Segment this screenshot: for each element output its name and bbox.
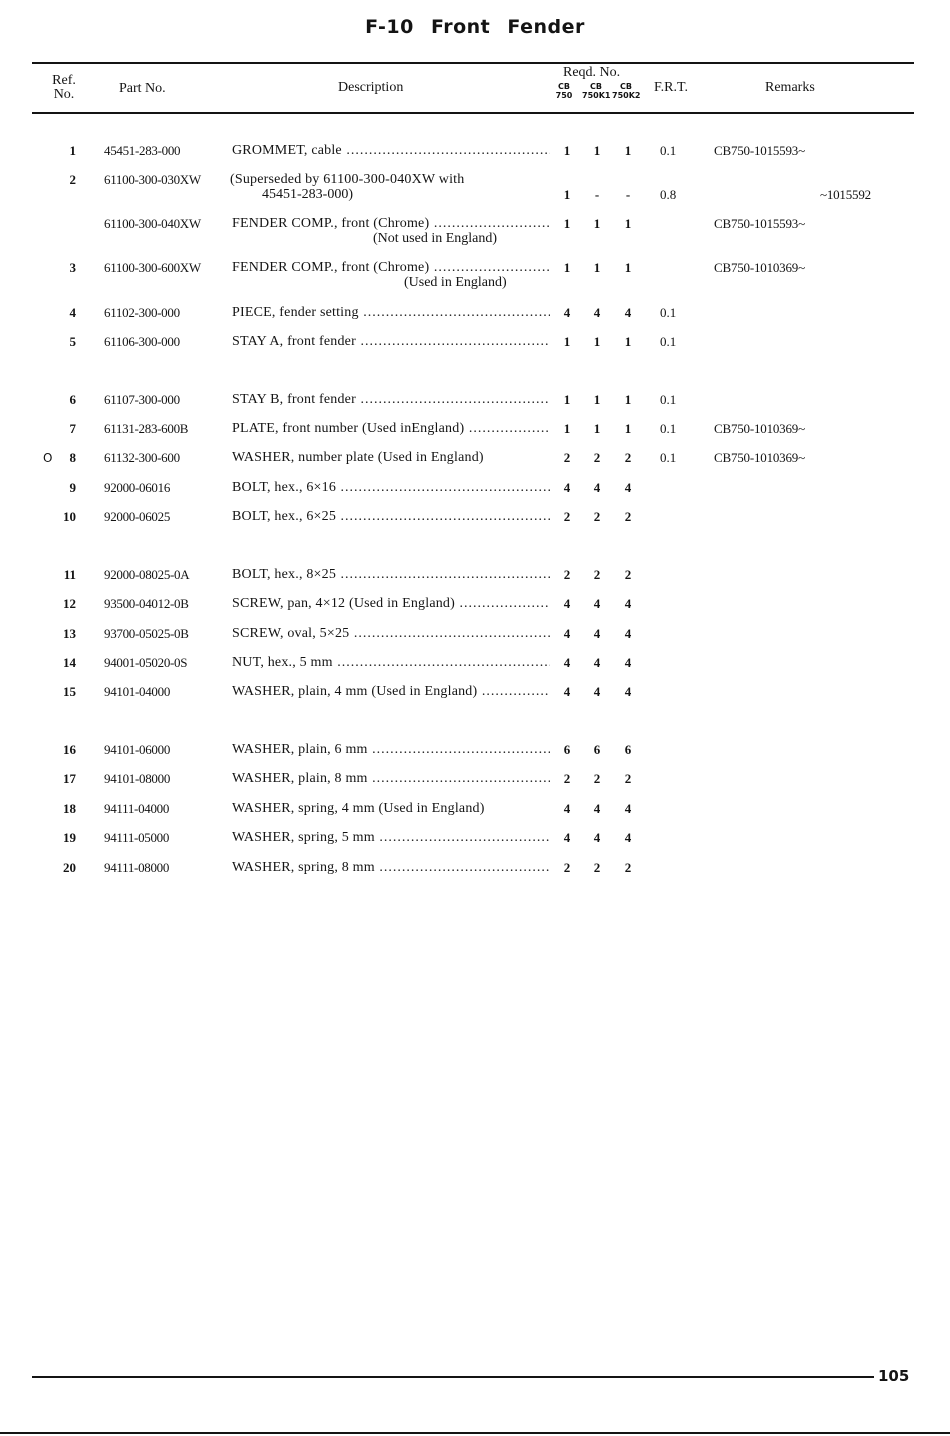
table-row	[0, 509, 950, 541]
description-continued: 45451-283-000)	[262, 187, 353, 202]
header-top-rule	[32, 62, 914, 64]
part-no: 94101-08000	[104, 771, 171, 786]
part-no: 61100-300-600XW	[104, 260, 201, 275]
description: BOLT, hex., 6×25 .....	[232, 509, 550, 525]
description: BOLT, hex., 8×25 .....	[232, 567, 550, 583]
table-row	[0, 392, 950, 424]
qty-cb750: 4	[563, 655, 571, 670]
qty-cb750: 4	[563, 830, 571, 845]
part-no: 94101-06000	[104, 742, 171, 757]
table-row	[0, 596, 950, 628]
qty-cb750k2: 4	[624, 596, 632, 611]
qty-cb750k2: 1	[624, 334, 632, 349]
qty-cb750k1: 4	[593, 801, 601, 816]
ref-no: 3	[69, 260, 76, 275]
description: STAY A, front fender .....	[232, 334, 550, 350]
qty-cb750: 2	[563, 567, 571, 582]
table-row	[0, 830, 950, 862]
table-row	[0, 567, 950, 599]
qty-cb750: 4	[563, 626, 571, 641]
table-row	[0, 305, 950, 337]
description: WASHER, spring, 4 mm (Used in England)	[232, 801, 485, 816]
part-no: 61102-300-000	[104, 305, 180, 320]
description: WASHER, spring, 8 mm .....	[232, 860, 550, 876]
page-number: 105	[878, 1367, 910, 1385]
description: NUT, hex., 5 mm .....	[232, 655, 550, 671]
qty-cb750k2: 4	[624, 626, 632, 641]
table-row	[0, 450, 950, 482]
header-bottom-rule	[32, 112, 914, 114]
table-row	[0, 655, 950, 687]
qty-cb750: 4	[563, 305, 571, 320]
qty-cb750: 1	[563, 143, 571, 158]
qty-cb750k1: 2	[593, 450, 601, 465]
qty-cb750k2: 1	[624, 421, 632, 436]
table-row	[0, 480, 950, 512]
part-no: 93700-05025-0B	[104, 626, 189, 641]
remarks: CB750-1010369~	[714, 260, 805, 275]
qty-cb750k1: 4	[593, 655, 601, 670]
qty-cb750k1: 2	[593, 567, 601, 582]
qty-cb750: 1	[563, 216, 571, 231]
page-title: F-10 Front Fender	[365, 16, 585, 38]
ref-no: 10	[63, 509, 76, 524]
part-no: 61100-300-030XW	[104, 172, 201, 187]
ref-no: 18	[63, 801, 76, 816]
qty-cb750k1: 2	[593, 860, 601, 875]
part-no: 92000-08025-0A	[104, 567, 190, 582]
model-cb750k2: CB 750K2	[612, 82, 641, 100]
qty-cb750k2: 2	[624, 450, 632, 465]
frt: 0.1	[660, 334, 677, 349]
description: GROMMET, cable .....	[232, 143, 550, 159]
header-ref-line2: No.	[53, 87, 75, 102]
qty-cb750k1: 4	[593, 626, 601, 641]
description: WASHER, number plate (Used in England)	[232, 450, 484, 465]
table-row	[0, 421, 950, 453]
qty-cb750: 4	[563, 684, 571, 699]
description: PLATE, front number (Used inEngland) .....	[232, 421, 550, 437]
part-no: 61131-283-600B	[104, 421, 189, 436]
qty-cb750k2: 2	[624, 860, 632, 875]
qty-cb750k2: 4	[624, 480, 632, 495]
part-no: 61132-300-600	[104, 450, 180, 465]
description: SCREW, oval, 5×25 .....	[232, 626, 550, 642]
table-row	[0, 172, 950, 208]
qty-cb750k1: 4	[593, 596, 601, 611]
qty-cb750k1: 4	[593, 305, 601, 320]
part-no: 94111-05000	[104, 830, 170, 845]
qty-cb750k1: 2	[593, 509, 601, 524]
qty-cb750: 1	[563, 334, 571, 349]
ref-no: 6	[69, 392, 76, 407]
qty-cb750k1: 2	[593, 771, 601, 786]
remarks: CB750-1015593~	[714, 216, 805, 231]
qty-cb750: 1	[563, 260, 571, 275]
qty-cb750k1: 1	[593, 334, 601, 349]
qty-cb750k1: 6	[593, 742, 601, 757]
qty-cb750k2: 4	[624, 684, 632, 699]
part-no: 61106-300-000	[104, 334, 180, 349]
part-no: 45451-283-000	[104, 143, 181, 158]
header-ref	[46, 74, 82, 102]
qty-cb750: 2	[563, 771, 571, 786]
description: WASHER, spring, 5 mm .....	[232, 830, 550, 846]
description-note: (Not used in England)	[373, 231, 498, 246]
qty-cb750k1: -	[594, 187, 600, 202]
description: WASHER, plain, 8 mm .....	[232, 771, 550, 787]
qty-cb750k1: 1	[593, 216, 601, 231]
ref-no: 19	[63, 830, 76, 845]
footer-rule	[32, 1376, 874, 1378]
qty-cb750: 1	[563, 392, 571, 407]
ref-no: 11	[63, 567, 76, 582]
description: WASHER, plain, 4 mm (Used in England) .....	[232, 684, 550, 700]
ref-no: 16	[63, 742, 76, 757]
table-row	[0, 260, 950, 296]
new-part-marker: O	[43, 451, 53, 465]
frt: 0.8	[660, 187, 677, 202]
qty-cb750k2: 4	[624, 305, 632, 320]
table-row	[0, 334, 950, 366]
description: PIECE, fender setting .....	[232, 305, 550, 321]
table-row	[0, 216, 950, 252]
qty-cb750k2: 4	[624, 655, 632, 670]
part-no: 61107-300-000	[104, 392, 180, 407]
ref-no: 5	[69, 334, 76, 349]
ref-no: 4	[69, 305, 76, 320]
part-no: 94111-08000	[104, 860, 170, 875]
part-no: 92000-06025	[104, 509, 171, 524]
frt: 0.1	[660, 143, 677, 158]
table-row	[0, 860, 950, 892]
description: STAY B, front fender .....	[232, 392, 550, 408]
model-cb750: CB 750	[555, 82, 573, 100]
qty-cb750: 2	[563, 509, 571, 524]
header-reqd: Reqd. No.	[563, 65, 621, 80]
qty-cb750k2: 4	[624, 830, 632, 845]
qty-cb750: 2	[563, 860, 571, 875]
model-cb750k1: CB 750K1	[582, 82, 611, 100]
description: SCREW, pan, 4×12 (Used in England) .....	[232, 596, 550, 612]
remarks: CB750-1015593~	[714, 143, 805, 158]
ref-no: 13	[63, 626, 76, 641]
description: BOLT, hex., 6×16 .....	[232, 480, 550, 496]
header-remarks: Remarks	[765, 80, 815, 95]
header-frt: F.R.T.	[654, 80, 689, 95]
qty-cb750k2: -	[625, 187, 631, 202]
table-row	[0, 626, 950, 658]
frt: 0.1	[660, 450, 677, 465]
table-row	[0, 771, 950, 803]
qty-cb750k2: 1	[624, 260, 632, 275]
qty-cb750: 4	[563, 480, 571, 495]
frt: 0.1	[660, 392, 677, 407]
qty-cb750k1: 1	[593, 392, 601, 407]
ref-no: 8	[69, 450, 76, 465]
qty-cb750: 4	[563, 596, 571, 611]
table-row	[0, 801, 950, 833]
part-no: 92000-06016	[104, 480, 171, 495]
description: FENDER COMP., front (Chrome) .....	[232, 260, 550, 276]
ref-no: 7	[69, 421, 76, 436]
ref-no: 12	[63, 596, 76, 611]
ref-no: 20	[63, 860, 76, 875]
frt: 0.1	[660, 421, 677, 436]
remarks: CB750-1010369~	[714, 450, 805, 465]
ref-no: 15	[63, 684, 76, 699]
qty-cb750: 1	[563, 421, 571, 436]
ref-no: 1	[69, 143, 76, 158]
header-ref-line1: Ref.	[52, 73, 76, 88]
description: WASHER, plain, 6 mm .....	[232, 742, 550, 758]
ref-no: 2	[69, 172, 76, 187]
table-row	[0, 742, 950, 774]
qty-cb750k2: 2	[624, 567, 632, 582]
header-part-no: Part No.	[119, 81, 166, 96]
ref-no: 9	[69, 480, 76, 495]
qty-cb750: 2	[563, 450, 571, 465]
qty-cb750k1: 1	[593, 260, 601, 275]
part-no: 61100-300-040XW	[104, 216, 201, 231]
remarks: CB750-1010369~	[714, 421, 805, 436]
qty-cb750k1: 4	[593, 480, 601, 495]
part-no: 94101-04000	[104, 684, 171, 699]
part-no: 93500-04012-0B	[104, 596, 189, 611]
frt: 0.1	[660, 305, 677, 320]
qty-cb750k2: 1	[624, 216, 632, 231]
qty-cb750k2: 2	[624, 771, 632, 786]
description: (Superseded by 61100-300-040XW with	[230, 172, 465, 187]
description: FENDER COMP., front (Chrome) .....	[232, 216, 550, 232]
qty-cb750: 6	[563, 742, 571, 757]
qty-cb750k1: 4	[593, 830, 601, 845]
ref-no: 17	[63, 771, 76, 786]
qty-cb750k1: 4	[593, 684, 601, 699]
part-no: 94111-04000	[104, 801, 170, 816]
bottom-edge-rule	[0, 1432, 950, 1434]
qty-cb750k2: 1	[624, 392, 632, 407]
part-no: 94001-05020-0S	[104, 655, 188, 670]
qty-cb750k1: 1	[593, 421, 601, 436]
qty-cb750k2: 4	[624, 801, 632, 816]
qty-cb750k2: 2	[624, 509, 632, 524]
description-note: (Used in England)	[404, 275, 507, 290]
qty-cb750: 4	[563, 801, 571, 816]
qty-cb750k1: 1	[593, 143, 601, 158]
remarks: ~1015592	[820, 187, 871, 202]
qty-cb750: 1	[563, 187, 571, 202]
qty-cb750k2: 6	[624, 742, 632, 757]
qty-cb750k2: 1	[624, 143, 632, 158]
ref-no: 14	[63, 655, 76, 670]
header-description: Description	[338, 80, 404, 95]
table-row	[0, 143, 950, 175]
table-row	[0, 684, 950, 716]
